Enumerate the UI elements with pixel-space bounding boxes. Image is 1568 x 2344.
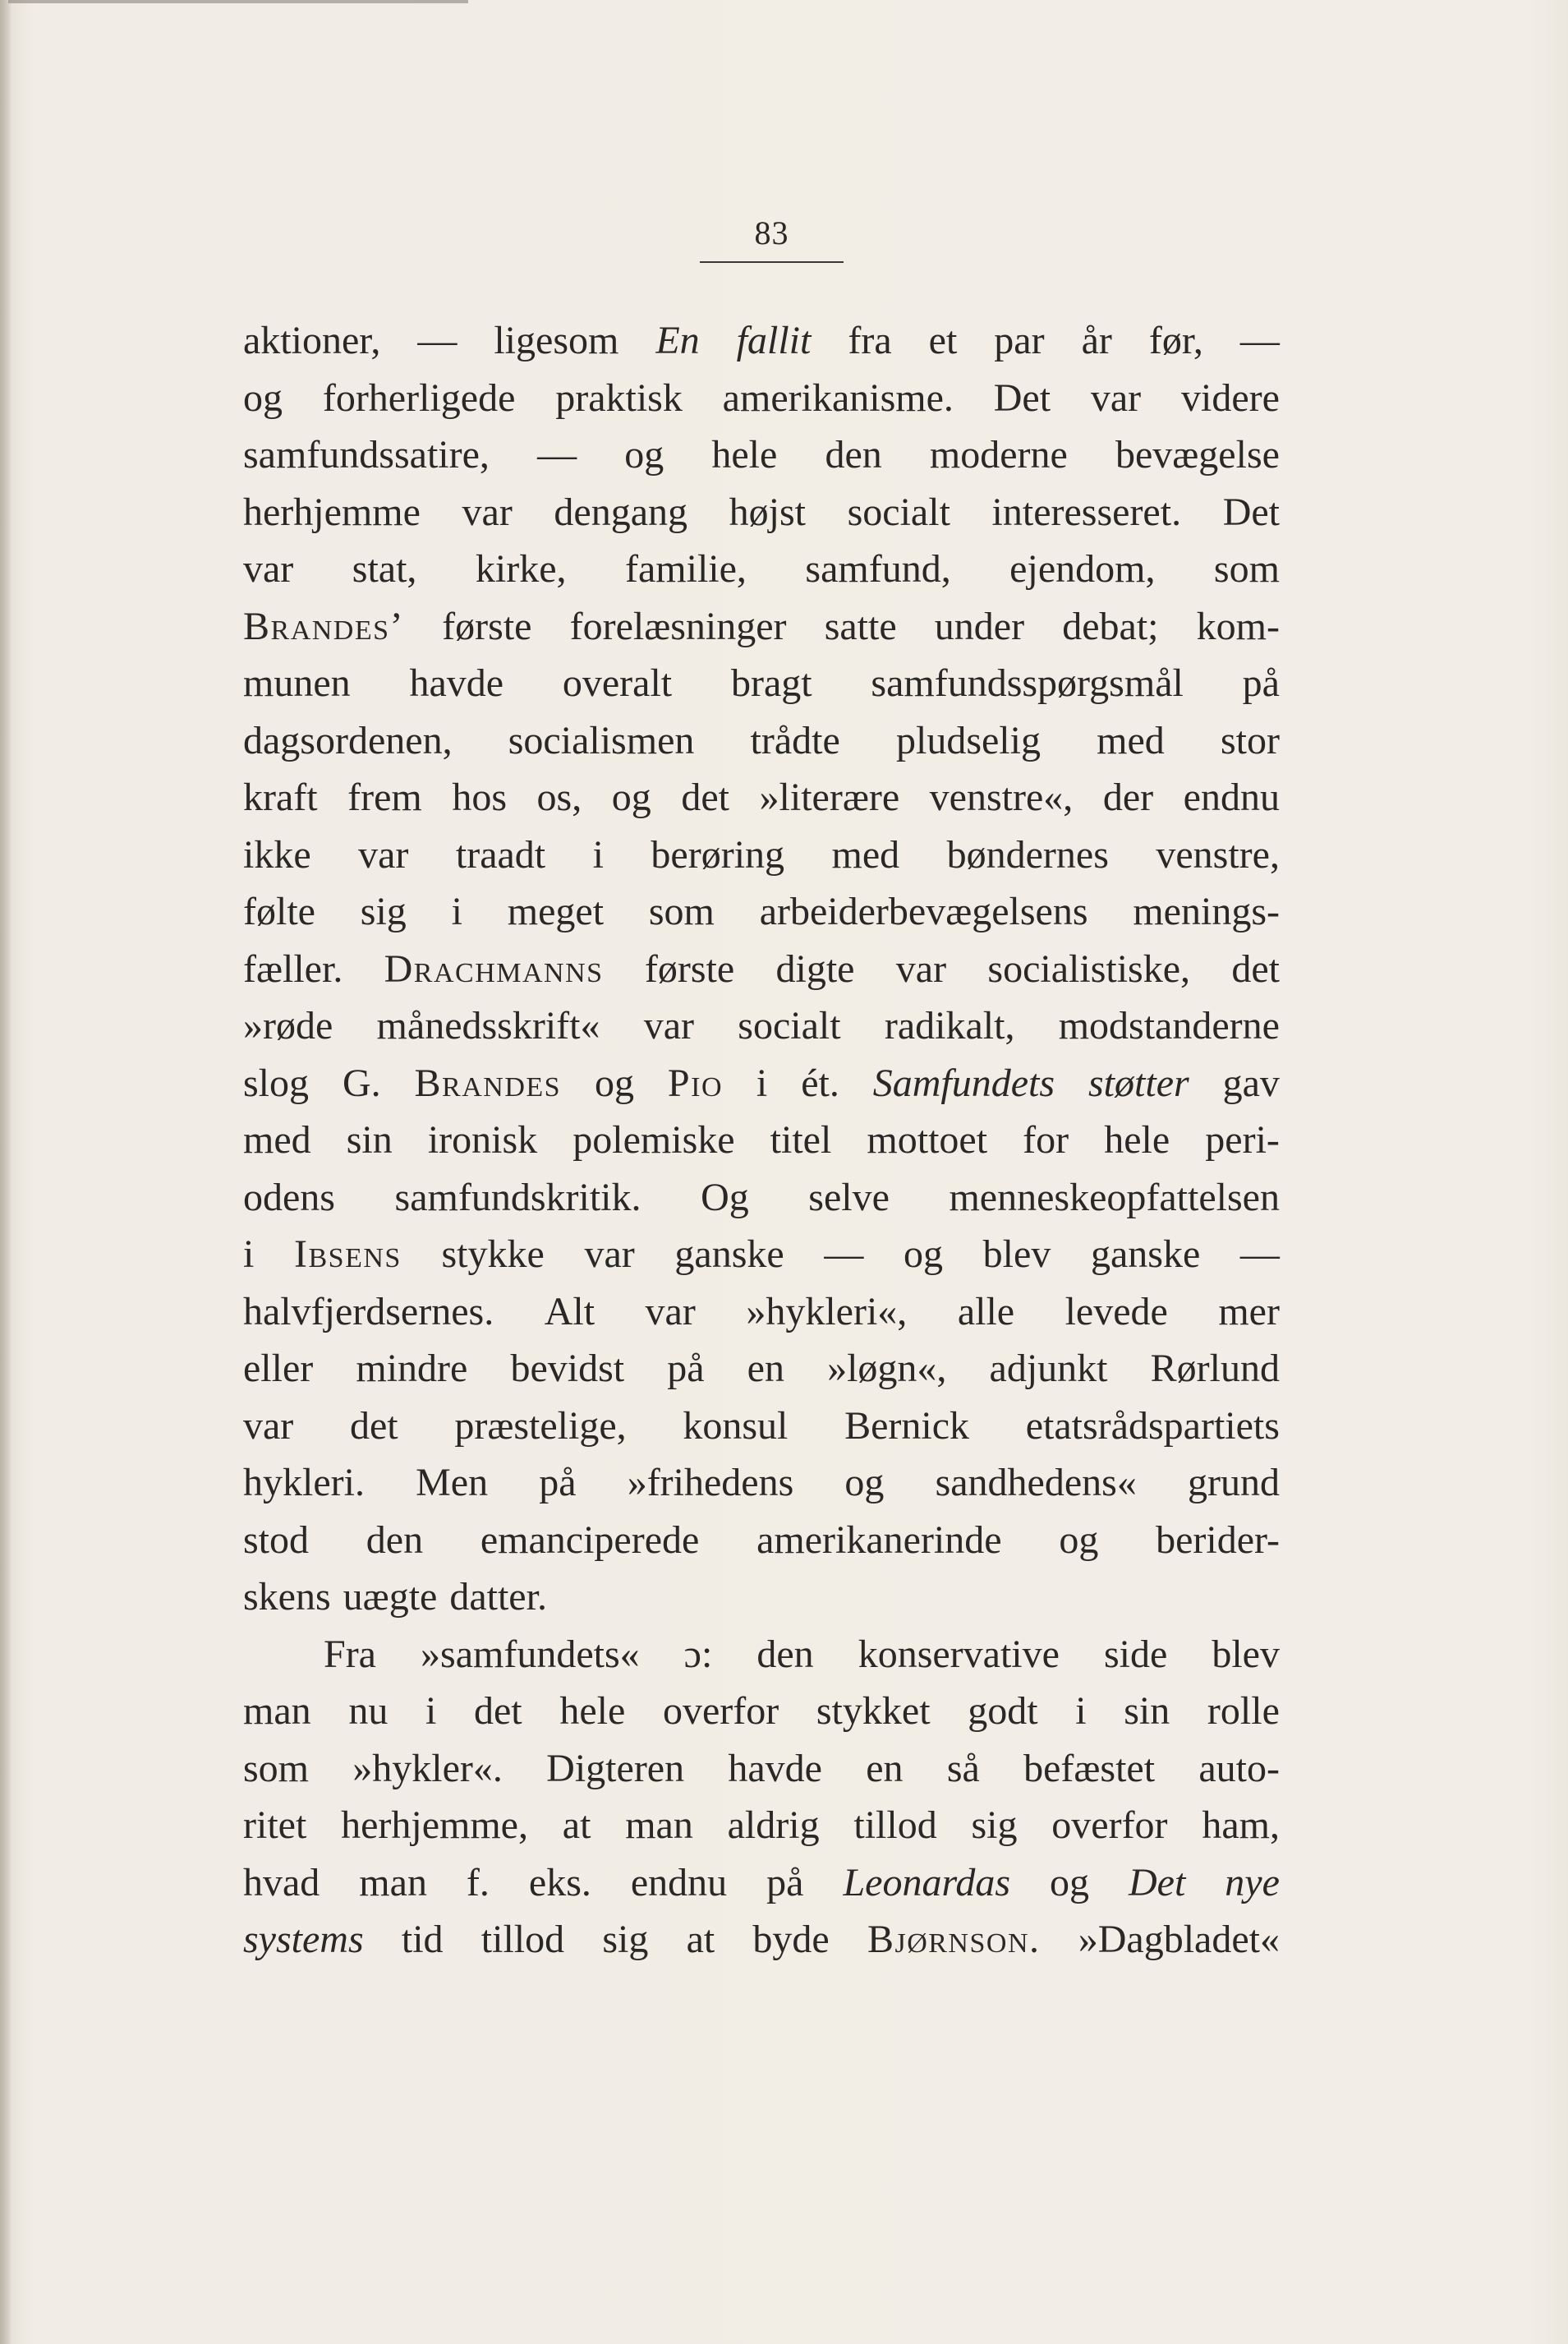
word: mindre	[356, 1347, 468, 1390]
word: var	[358, 832, 409, 877]
word: hos	[452, 776, 507, 819]
word: munen	[243, 661, 351, 705]
word: i	[451, 890, 462, 933]
word: ganske	[1090, 1232, 1201, 1276]
word: halvfjerdsernes.	[243, 1289, 494, 1333]
word: første	[442, 604, 532, 648]
word: titel	[770, 1118, 832, 1162]
word: før,	[1148, 319, 1203, 362]
word: tid	[401, 1918, 444, 1961]
text-line	[243, 1454, 1280, 1512]
word: med	[1097, 718, 1165, 762]
word: byde	[752, 1918, 830, 1961]
text-line	[243, 1398, 1280, 1455]
word: odens	[243, 1175, 335, 1219]
word: i	[592, 832, 604, 877]
text-line	[243, 426, 1280, 484]
word: på	[766, 1860, 804, 1904]
word: »hykleri«,	[746, 1289, 908, 1333]
word: —	[537, 433, 577, 477]
word: —	[417, 319, 458, 362]
word: familie,	[624, 547, 747, 591]
word: ét.	[801, 1061, 839, 1105]
word: sig	[602, 1918, 649, 1961]
word: og	[624, 433, 664, 477]
word: konsul	[683, 1403, 789, 1448]
word: slog	[243, 1061, 310, 1105]
word: overfor	[1051, 1803, 1168, 1847]
word: at	[562, 1803, 591, 1847]
word: praktisk	[555, 375, 683, 420]
word: befæstet	[1023, 1746, 1156, 1790]
word: et	[928, 319, 958, 362]
word: par	[994, 319, 1045, 362]
word: sin	[346, 1118, 393, 1162]
word: ham,	[1202, 1803, 1280, 1847]
text-line	[243, 1283, 1280, 1341]
word: som	[243, 1746, 310, 1790]
word: Rørlund	[1150, 1347, 1280, 1390]
word: datter.	[449, 1575, 547, 1619]
word: det	[474, 1689, 522, 1733]
word: Brandes’	[243, 604, 405, 648]
word: uægte	[343, 1575, 438, 1619]
word: etatsrådspartiets	[1025, 1403, 1280, 1448]
word: Brandes	[414, 1061, 562, 1105]
word: socialt	[738, 1004, 841, 1048]
word: »literære	[759, 776, 900, 819]
word: frem	[347, 776, 422, 819]
word: Og	[701, 1175, 749, 1219]
word: emanciperede	[480, 1517, 700, 1562]
word: herhjemme	[243, 490, 421, 534]
word: samfund,	[805, 547, 951, 591]
binding-shadow	[0, 0, 11, 2344]
word: G.	[342, 1061, 381, 1105]
word: og	[1050, 1860, 1090, 1904]
word: Fra	[324, 1632, 376, 1676]
word: på	[667, 1347, 705, 1390]
word: bragt	[730, 661, 812, 705]
word: endnu	[1183, 776, 1280, 819]
word: ganske	[674, 1232, 784, 1276]
word: følte	[243, 890, 315, 933]
word: pludselig	[895, 718, 1041, 762]
word: ejendom,	[1009, 547, 1156, 591]
text-line	[243, 997, 1280, 1055]
word: sig	[360, 890, 407, 933]
word: ironisk	[427, 1118, 538, 1162]
word: var	[1090, 375, 1142, 420]
word: stod	[243, 1517, 310, 1562]
word: venstre,	[1156, 832, 1280, 877]
word: Det	[1129, 1860, 1186, 1904]
word: herhjemme,	[341, 1803, 528, 1847]
word: blev	[1212, 1632, 1280, 1676]
word: samfundskritik.	[394, 1175, 641, 1219]
word: en	[866, 1746, 904, 1790]
text-line	[243, 1055, 1280, 1112]
word: Digteren	[546, 1746, 685, 1790]
word: menings-	[1133, 890, 1280, 933]
word: alle	[957, 1289, 1015, 1333]
text-line	[243, 1740, 1280, 1798]
word: »Dagbladet«	[1078, 1918, 1280, 1961]
word: på	[539, 1461, 577, 1504]
word: Drachmanns	[384, 946, 604, 991]
word: mottoet	[867, 1118, 988, 1162]
word: i	[1075, 1689, 1087, 1733]
text-line	[243, 1512, 1280, 1569]
word: som	[1213, 547, 1280, 591]
word: var	[243, 1403, 294, 1448]
text-line	[243, 312, 1280, 370]
word: man	[359, 1860, 427, 1904]
word: i	[756, 1061, 768, 1105]
word: godt	[968, 1689, 1038, 1733]
word: forelæsninger	[569, 604, 787, 648]
text-line	[243, 1226, 1280, 1283]
word: skens	[243, 1575, 331, 1619]
word: med	[831, 832, 900, 877]
word: konservative	[858, 1632, 1060, 1676]
word: kirke,	[475, 547, 567, 591]
word: socialismen	[508, 718, 695, 762]
text-line	[243, 1797, 1280, 1854]
word: modstanderne	[1058, 1004, 1280, 1048]
word: nye	[1225, 1860, 1280, 1904]
word: bøndernes	[946, 832, 1109, 877]
word: digte	[775, 946, 855, 991]
text-line	[243, 941, 1280, 998]
page-number-rule	[700, 261, 844, 263]
word: socialistiske,	[987, 946, 1191, 991]
word: interesseret.	[991, 490, 1182, 534]
word: hele	[559, 1689, 626, 1733]
word: Samfundets	[872, 1061, 1055, 1105]
word: auto-	[1198, 1746, 1280, 1790]
word: Men	[416, 1461, 489, 1504]
word: under	[934, 604, 1025, 648]
word: første	[644, 946, 735, 991]
word: Ibsens	[294, 1232, 402, 1276]
text-line	[243, 370, 1280, 427]
word: en	[747, 1347, 784, 1390]
word: peri-	[1205, 1118, 1280, 1162]
word: fæller.	[243, 946, 343, 991]
word: forherligede	[322, 375, 516, 420]
word: år	[1081, 319, 1112, 362]
word: månedsskrift«	[376, 1004, 600, 1048]
word: fra	[848, 319, 892, 362]
word: støtter	[1088, 1061, 1189, 1105]
word: på	[1242, 661, 1280, 705]
word: »løgn«,	[827, 1347, 947, 1390]
word: radikalt,	[884, 1004, 1015, 1048]
word: ritet	[243, 1803, 307, 1847]
word: eks.	[528, 1860, 591, 1904]
word: for	[1023, 1118, 1069, 1162]
word: var	[895, 946, 947, 991]
word: Alt	[544, 1289, 595, 1333]
word: og	[595, 1061, 634, 1105]
word: Bjørnson.	[867, 1918, 1041, 1961]
word: der	[1102, 776, 1154, 819]
text-line	[243, 484, 1280, 541]
word: hvad	[243, 1860, 320, 1904]
word: blev	[982, 1232, 1051, 1276]
word: stykke	[441, 1232, 545, 1276]
word: endnu	[630, 1860, 728, 1904]
word: adjunkt	[989, 1347, 1108, 1390]
word: den	[756, 1632, 814, 1676]
word: stat,	[352, 547, 417, 591]
word: amerikanerinde	[756, 1517, 1002, 1562]
word: Leonardas	[843, 1860, 1011, 1904]
word: »røde	[243, 1004, 333, 1048]
word: gav	[1222, 1061, 1280, 1105]
word: var	[645, 1289, 696, 1333]
word: og	[243, 375, 283, 420]
word: bevidst	[510, 1347, 625, 1390]
word: aktioner,	[243, 319, 381, 362]
text-line	[243, 827, 1280, 884]
text-line	[243, 1683, 1280, 1740]
word: tillod	[481, 1918, 565, 1961]
word: hele	[711, 433, 778, 477]
word: hele	[1104, 1118, 1170, 1162]
word: Det	[993, 375, 1051, 420]
word: som	[648, 890, 715, 933]
word: ɔ:	[683, 1632, 713, 1676]
word: dengang	[554, 490, 688, 534]
word: overalt	[562, 661, 673, 705]
word: Pio	[667, 1061, 723, 1105]
word: traadt	[455, 832, 546, 877]
word: samfundssatire,	[243, 433, 490, 477]
word: stykket	[816, 1689, 931, 1733]
word: menneskeopfattelsen	[949, 1175, 1280, 1219]
word: socialt	[847, 490, 950, 534]
word: amerikanisme.	[722, 375, 954, 420]
word: satte	[824, 604, 897, 648]
text-line	[243, 1568, 1280, 1626]
word: arbeiderbevægelsens	[759, 890, 1088, 933]
word: ligesom	[494, 319, 619, 362]
word: rolle	[1207, 1689, 1280, 1733]
word: hykleri.	[243, 1461, 365, 1504]
word: »samfundets«	[421, 1632, 640, 1676]
word: tillod	[853, 1803, 937, 1847]
word: det	[681, 776, 729, 819]
text-line	[243, 598, 1280, 656]
word: stor	[1220, 718, 1280, 762]
word: var	[584, 1232, 635, 1276]
word: det	[350, 1403, 398, 1448]
word: side	[1103, 1632, 1168, 1676]
word: man	[243, 1689, 311, 1733]
word: f.	[466, 1860, 490, 1904]
word: »frihedens	[627, 1461, 794, 1504]
word: venstre«,	[929, 776, 1074, 819]
word: moderne	[929, 433, 1068, 477]
word: var	[243, 547, 294, 591]
word: så	[946, 1746, 980, 1790]
word: man	[625, 1803, 693, 1847]
text-line	[243, 1169, 1280, 1227]
word: sandhedens«	[935, 1461, 1137, 1504]
word: højst	[729, 490, 806, 534]
word: berider-	[1156, 1517, 1280, 1562]
body-text	[243, 312, 1280, 1969]
word: var	[462, 490, 513, 534]
text-line	[243, 1911, 1280, 1969]
word: i	[425, 1689, 437, 1733]
word: præstelige,	[454, 1403, 627, 1448]
text-line	[243, 883, 1280, 941]
text-line	[243, 655, 1280, 712]
word: videre	[1181, 375, 1280, 420]
word: samfundsspørgsmål	[871, 661, 1184, 705]
word: meget	[507, 890, 605, 933]
text-line	[243, 1112, 1280, 1169]
word: aldrig	[727, 1803, 820, 1847]
word: det	[1231, 946, 1280, 991]
word: havde	[728, 1746, 822, 1790]
word: havde	[409, 661, 504, 705]
word: levede	[1064, 1289, 1168, 1333]
word: eller	[243, 1347, 314, 1390]
text-line	[243, 1854, 1280, 1912]
word: den	[366, 1517, 424, 1562]
word: Det	[1222, 490, 1280, 534]
text-line	[243, 769, 1280, 827]
word: systems	[243, 1918, 364, 1961]
word: i	[243, 1232, 255, 1276]
word: selve	[808, 1175, 890, 1219]
word: debat;	[1062, 604, 1159, 648]
word: —	[824, 1232, 864, 1276]
word: grund	[1187, 1461, 1280, 1504]
page-number: 83	[754, 214, 789, 251]
word: En	[655, 319, 700, 362]
word: og	[1059, 1517, 1099, 1562]
word: os,	[536, 776, 582, 819]
word: bevægelse	[1115, 433, 1280, 477]
word: og	[844, 1461, 885, 1504]
word: at	[686, 1918, 715, 1961]
word: dagsordenen,	[243, 718, 453, 762]
text-line	[243, 1340, 1280, 1398]
page-top-edge	[8, 0, 468, 3]
word: sin	[1124, 1689, 1170, 1733]
word: overfor	[662, 1689, 779, 1733]
word: og	[904, 1232, 944, 1276]
word: nu	[348, 1689, 389, 1733]
word: ikke	[243, 832, 311, 877]
word: med	[243, 1118, 311, 1162]
word: kraft	[243, 776, 318, 819]
word: »hykler«.	[352, 1746, 503, 1790]
word: polemiske	[572, 1118, 735, 1162]
word: mer	[1218, 1289, 1280, 1333]
word: var	[643, 1004, 695, 1048]
word: fallit	[736, 319, 812, 362]
text-line	[243, 1626, 1280, 1683]
word: og	[611, 776, 651, 819]
word: den	[825, 433, 882, 477]
word: sig	[971, 1803, 1018, 1847]
word: kom-	[1196, 604, 1280, 648]
word: —	[1239, 319, 1280, 362]
word: —	[1239, 1232, 1280, 1276]
text-line	[243, 541, 1280, 598]
word: trådte	[750, 718, 840, 762]
word: Bernick	[844, 1403, 970, 1448]
word: berøring	[651, 832, 785, 877]
text-line	[243, 712, 1280, 770]
